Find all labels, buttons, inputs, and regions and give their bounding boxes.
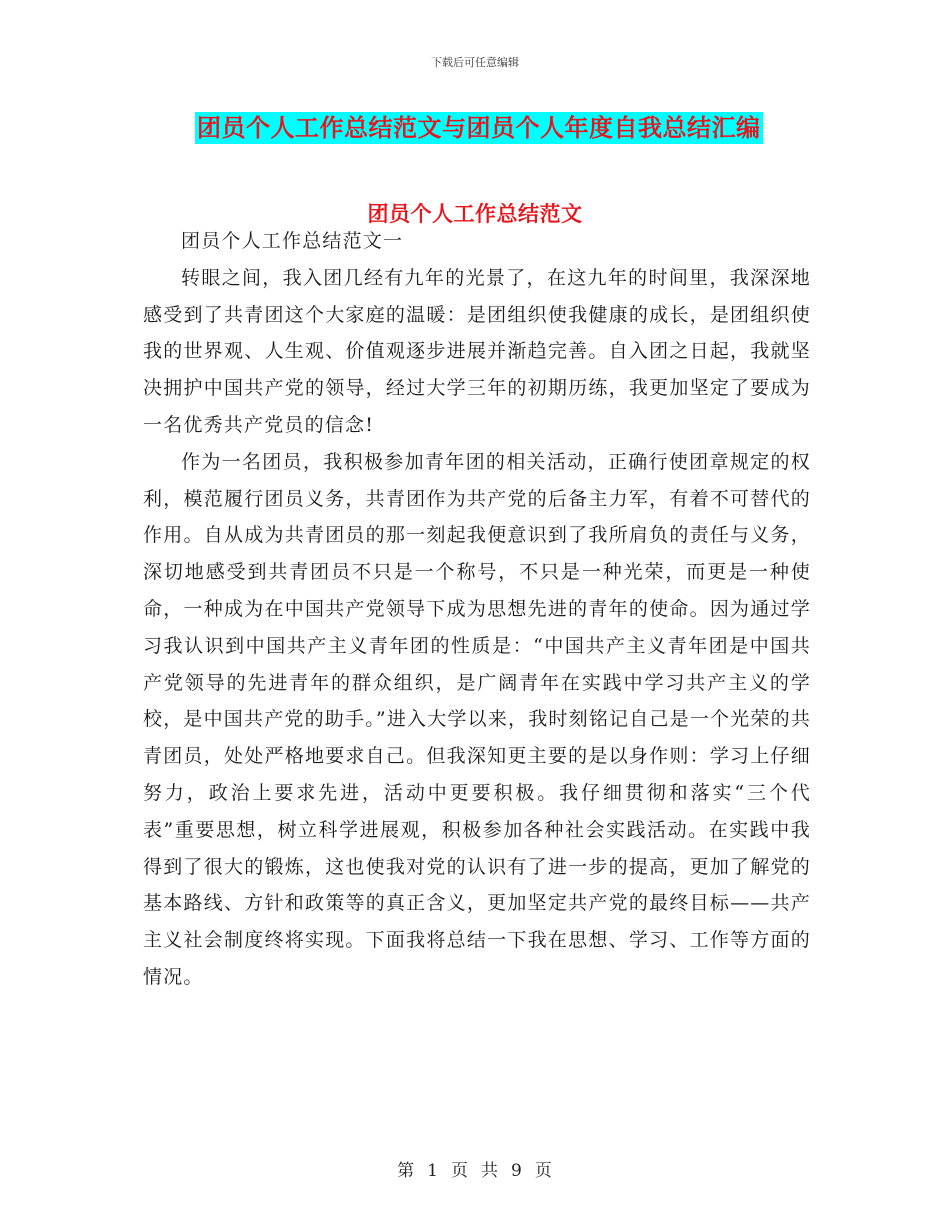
footer-prefix: 第 xyxy=(397,1161,416,1181)
document-body xyxy=(143,223,811,996)
page-header-note: 下载后可任意编辑 xyxy=(431,56,519,69)
page-footer xyxy=(0,1156,950,1181)
footer-current-page: 1 xyxy=(427,1161,439,1181)
section-title: 团员个人工作总结范文 xyxy=(367,202,583,226)
footer-total-pages: 9 xyxy=(511,1161,523,1181)
footer-page-word: 页 xyxy=(451,1161,469,1181)
paragraph-subheading: 团员个人工作总结范文一 xyxy=(181,230,404,252)
document-title: 团员个人工作总结范文与团员个人年度自我总结汇编 xyxy=(197,114,761,142)
footer-total-word: 共 xyxy=(481,1161,499,1181)
paragraph-1: 转眼之间，我入团几经有九年的光景了，在这九年的时间里，我深深地感受到了共青团这个大家庭的温暖：是团组织使我健康的成长，是团组织使我的世界观、人生观、价值观逐步进展并渐趋完善。自入团之日起，我就坚决拥护中国共产党的领导，经过大学三年的初期历练，我更加坚定了要成为一名优秀共产党员的信念! xyxy=(143,266,811,436)
footer-suffix: 页 xyxy=(534,1161,553,1181)
paragraph-2: 作为一名团员，我积极参加青年团的相关活动，正确行使团章规定的权利，模范履行团员义务，共青团作为共产党的后备主力军，有着不可替代的作用。自从成为共青团员的那一刻起我便意识到了我所肩负的责任与义务，深切地感受到共青团员不只是一个称号，不只是一种光荣，而更是一种使命，一种成为在中国共产党领导下成为思想先进的青年的使命。因为通过学习我认识到中国共产主义青年团的性质是：“中国共产主义青年团是中国共产党领导的先进青年的群众组织，是广阔青年在实践中学习共产主义的学校，是中国共产党的助手。”进入大学以来，我时刻铭记自己是一个光荣的共青团员，处处严格地要求自己。但我深知更主要的是以身作则：学习上仔细努力，政治上要求先进，活动中更要积极。我仔细贯彻和落实“三个代表”重要思想，树立科学进展观，积极参加各种社会实践活动。在实践中我得到了很大的锻炼，这也使我对党的认识有了进一步的提高，更加了解党的基本路线、方针和政策等的真正含义，更加坚定共产党的最终目标——共产主义社会制度终将实现。下面我将总结一下我在思想、学习、工作等方面的情况。 xyxy=(143,450,812,988)
